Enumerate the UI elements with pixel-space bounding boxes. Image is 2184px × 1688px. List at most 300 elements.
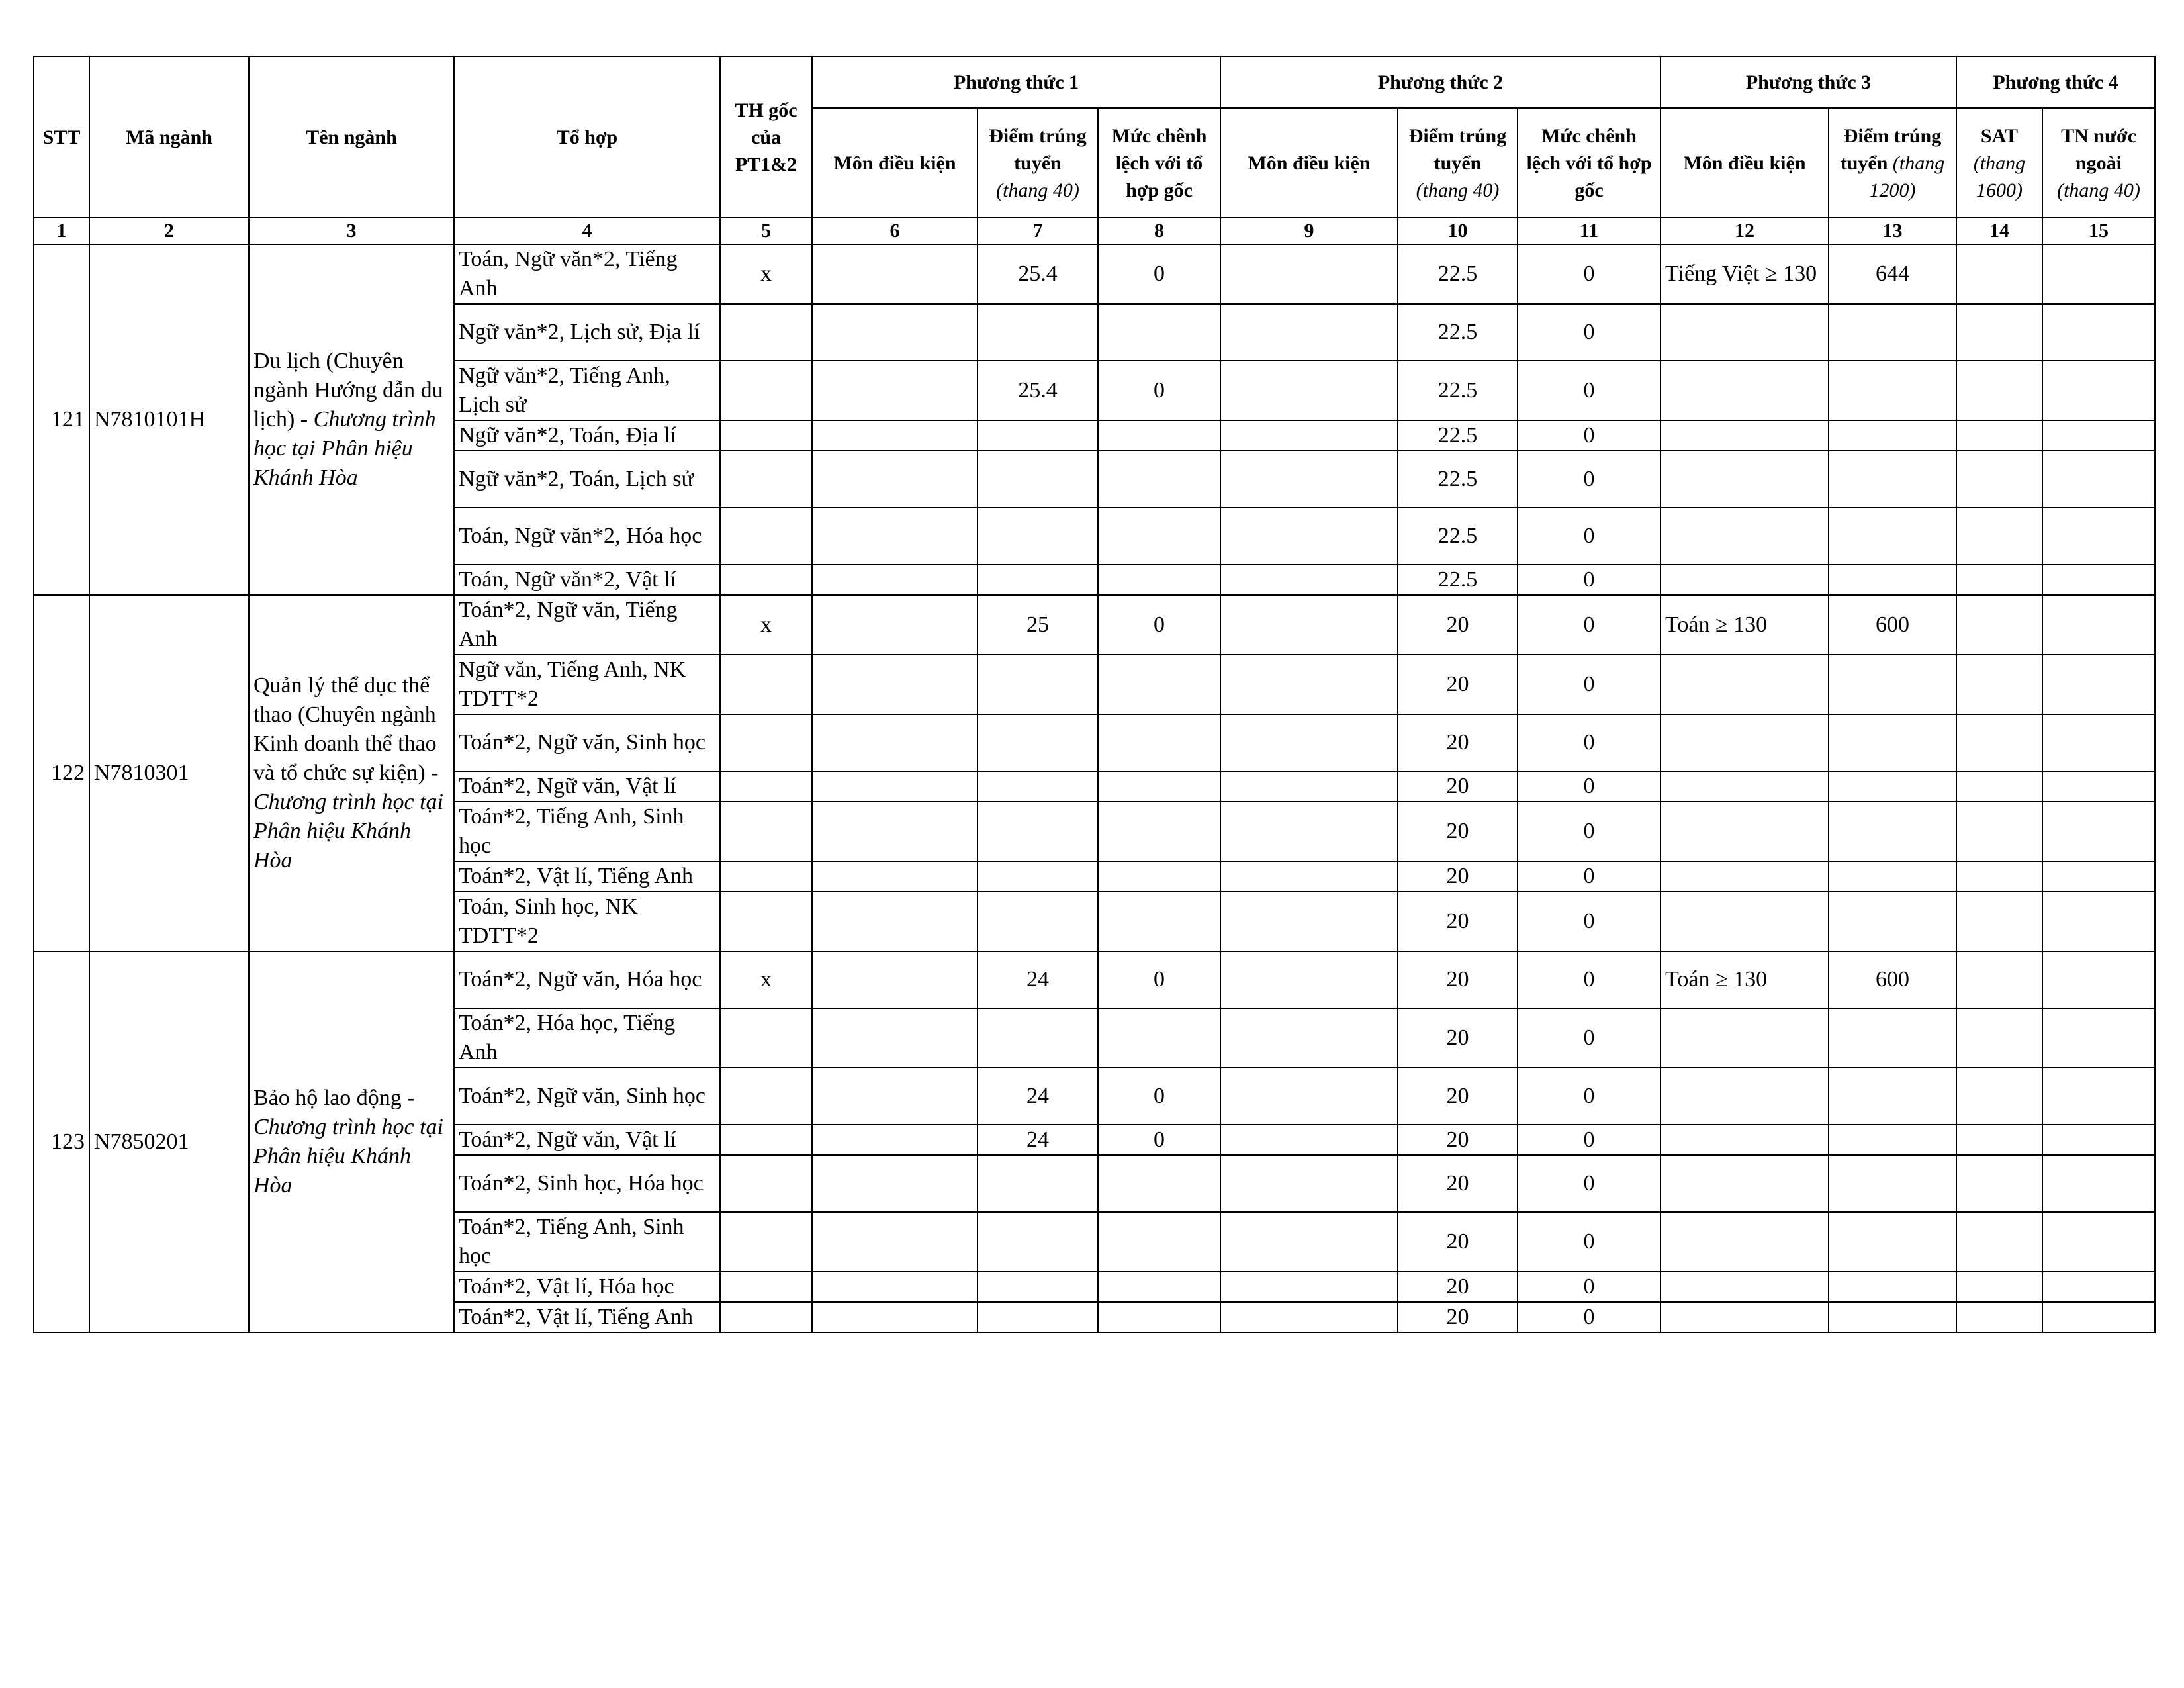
to-hop-cell: Toán*2, Ngữ văn, Vật lí <box>454 771 720 802</box>
pt2-mon-dieu-kien-cell <box>1220 420 1398 451</box>
pt3-mon-dieu-kien-cell <box>1661 655 1829 714</box>
sat-cell <box>1956 951 2042 1008</box>
sat-cell <box>1956 1212 2042 1272</box>
pt2-diem-cell: 20 <box>1398 892 1518 951</box>
sat-cell <box>1956 1068 2042 1125</box>
header-tn-scale: (thang 40) <box>2057 179 2140 201</box>
sat-cell <box>1956 1272 2042 1302</box>
pt2-chenh-lech-cell: 0 <box>1518 771 1661 802</box>
pt2-chenh-lech-cell: 0 <box>1518 1212 1661 1272</box>
pt3-diem-cell <box>1829 1008 1956 1068</box>
th-goc-cell <box>720 1125 812 1155</box>
pt3-diem-cell <box>1829 361 1956 420</box>
pt3-diem-cell <box>1829 655 1956 714</box>
sat-cell <box>1956 1155 2042 1212</box>
pt2-mon-dieu-kien-cell <box>1220 1302 1398 1333</box>
to-hop-cell: Toán*2, Tiếng Anh, Sinh học <box>454 1212 720 1272</box>
column-number: 12 <box>1661 218 1829 244</box>
pt3-mon-dieu-kien-cell <box>1661 771 1829 802</box>
pt1-chenh-lech-cell: 0 <box>1098 1068 1220 1125</box>
pt3-mon-dieu-kien-cell <box>1661 1068 1829 1125</box>
pt2-mon-dieu-kien-cell <box>1220 655 1398 714</box>
column-number: 1 <box>34 218 89 244</box>
pt3-mon-dieu-kien-cell <box>1661 361 1829 420</box>
pt2-chenh-lech-cell: 0 <box>1518 508 1661 565</box>
stt-cell: 121 <box>34 244 89 595</box>
header-pt3-diem-label: Điểm trúng tuyển <box>1840 124 1942 174</box>
pt2-diem-cell: 20 <box>1398 1125 1518 1155</box>
pt2-diem-cell: 20 <box>1398 1302 1518 1333</box>
pt2-diem-cell: 20 <box>1398 1212 1518 1272</box>
sat-cell <box>1956 771 2042 802</box>
header-sat-scale: (thang 1600) <box>1973 152 2026 201</box>
pt2-mon-dieu-kien-cell <box>1220 951 1398 1008</box>
ten-nganh-text: Du lịch (Chuyên ngành Hướng dẫn du lịch) - <box>253 349 443 432</box>
header-tn-nuoc-ngoai <box>2042 108 2155 218</box>
pt2-mon-dieu-kien-cell <box>1220 244 1398 304</box>
th-goc-cell: x <box>720 595 812 655</box>
pt2-mon-dieu-kien-cell <box>1220 1155 1398 1212</box>
pt1-mon-dieu-kien-cell <box>812 451 978 508</box>
pt2-chenh-lech-cell: 0 <box>1518 565 1661 595</box>
pt1-mon-dieu-kien-cell <box>812 420 978 451</box>
pt3-mon-dieu-kien-cell <box>1661 508 1829 565</box>
header-stt: STT <box>34 56 89 218</box>
sat-cell <box>1956 565 2042 595</box>
pt2-chenh-lech-cell: 0 <box>1518 420 1661 451</box>
stt-cell: 122 <box>34 595 89 951</box>
th-goc-cell <box>720 714 812 771</box>
pt1-chenh-lech-cell: 0 <box>1098 1125 1220 1155</box>
pt1-mon-dieu-kien-cell <box>812 802 978 861</box>
tn-nuoc-ngoai-cell <box>2042 892 2155 951</box>
header-th-goc: TH gốc của PT1&2 <box>720 56 812 218</box>
pt2-mon-dieu-kien-cell <box>1220 771 1398 802</box>
pt2-diem-cell: 22.5 <box>1398 451 1518 508</box>
table-row <box>34 595 2155 655</box>
pt1-chenh-lech-cell <box>1098 714 1220 771</box>
column-number: 15 <box>2042 218 2155 244</box>
pt1-chenh-lech-cell <box>1098 1212 1220 1272</box>
tn-nuoc-ngoai-cell <box>2042 861 2155 892</box>
pt3-diem-cell <box>1829 861 1956 892</box>
pt2-mon-dieu-kien-cell <box>1220 304 1398 361</box>
tn-nuoc-ngoai-cell <box>2042 802 2155 861</box>
sat-cell <box>1956 714 2042 771</box>
pt1-diem-cell <box>978 655 1098 714</box>
pt2-mon-dieu-kien-cell <box>1220 565 1398 595</box>
pt1-mon-dieu-kien-cell <box>812 1125 978 1155</box>
pt1-mon-dieu-kien-cell <box>812 892 978 951</box>
pt3-diem-cell <box>1829 304 1956 361</box>
tn-nuoc-ngoai-cell <box>2042 508 2155 565</box>
pt2-chenh-lech-cell: 0 <box>1518 1302 1661 1333</box>
pt1-chenh-lech-cell: 0 <box>1098 244 1220 304</box>
pt1-diem-cell: 25.4 <box>978 244 1098 304</box>
column-number: 2 <box>89 218 249 244</box>
to-hop-cell: Ngữ văn, Tiếng Anh, NK TDTT*2 <box>454 655 720 714</box>
column-number: 10 <box>1398 218 1518 244</box>
to-hop-cell: Ngữ văn*2, Toán, Lịch sử <box>454 451 720 508</box>
pt3-mon-dieu-kien-cell <box>1661 1125 1829 1155</box>
pt1-chenh-lech-cell: 0 <box>1098 595 1220 655</box>
pt2-mon-dieu-kien-cell <box>1220 1068 1398 1125</box>
pt3-diem-cell <box>1829 1068 1956 1125</box>
pt1-mon-dieu-kien-cell <box>812 1155 978 1212</box>
pt2-diem-cell: 20 <box>1398 951 1518 1008</box>
pt3-mon-dieu-kien-cell: Tiếng Việt ≥ 130 <box>1661 244 1829 304</box>
th-goc-cell <box>720 655 812 714</box>
tn-nuoc-ngoai-cell <box>2042 451 2155 508</box>
pt2-mon-dieu-kien-cell <box>1220 1212 1398 1272</box>
pt3-mon-dieu-kien-cell <box>1661 802 1829 861</box>
to-hop-cell: Ngữ văn*2, Toán, Địa lí <box>454 420 720 451</box>
pt1-mon-dieu-kien-cell <box>812 655 978 714</box>
header-pt3-mon-dieu-kien: Môn điều kiện <box>1661 108 1829 218</box>
pt1-diem-cell <box>978 420 1098 451</box>
pt2-diem-cell: 20 <box>1398 1068 1518 1125</box>
pt1-chenh-lech-cell <box>1098 420 1220 451</box>
pt3-diem-cell <box>1829 1125 1956 1155</box>
pt1-mon-dieu-kien-cell <box>812 714 978 771</box>
pt1-diem-cell <box>978 771 1098 802</box>
to-hop-cell: Toán*2, Ngữ văn, Sinh học <box>454 1068 720 1125</box>
pt1-chenh-lech-cell <box>1098 1272 1220 1302</box>
ma-nganh-cell: N7810301 <box>89 595 249 951</box>
pt2-diem-cell: 20 <box>1398 1155 1518 1212</box>
header-pt1-diem-trung-tuyen <box>978 108 1098 218</box>
pt2-diem-cell: 20 <box>1398 802 1518 861</box>
sat-cell <box>1956 244 2042 304</box>
ten-nganh-cell <box>249 951 454 1333</box>
tn-nuoc-ngoai-cell <box>2042 1008 2155 1068</box>
pt1-mon-dieu-kien-cell <box>812 1068 978 1125</box>
pt1-chenh-lech-cell <box>1098 565 1220 595</box>
pt3-diem-cell <box>1829 420 1956 451</box>
pt1-chenh-lech-cell <box>1098 1302 1220 1333</box>
column-number-row <box>34 218 2155 244</box>
pt2-mon-dieu-kien-cell <box>1220 892 1398 951</box>
pt2-chenh-lech-cell: 0 <box>1518 802 1661 861</box>
ten-nganh-cell <box>249 595 454 951</box>
pt2-chenh-lech-cell: 0 <box>1518 595 1661 655</box>
sat-cell <box>1956 1125 2042 1155</box>
table-body <box>34 244 2155 1333</box>
pt3-diem-cell <box>1829 771 1956 802</box>
pt1-chenh-lech-cell <box>1098 451 1220 508</box>
to-hop-cell: Toán*2, Ngữ văn, Tiếng Anh <box>454 595 720 655</box>
tn-nuoc-ngoai-cell <box>2042 1272 2155 1302</box>
tn-nuoc-ngoai-cell <box>2042 1212 2155 1272</box>
pt3-mon-dieu-kien-cell <box>1661 565 1829 595</box>
header-tn-label: TN nước ngoài <box>2061 124 2136 174</box>
sat-cell <box>1956 1008 2042 1068</box>
column-number: 11 <box>1518 218 1661 244</box>
pt2-diem-cell: 20 <box>1398 595 1518 655</box>
pt2-mon-dieu-kien-cell <box>1220 714 1398 771</box>
column-number: 6 <box>812 218 978 244</box>
pt2-mon-dieu-kien-cell <box>1220 861 1398 892</box>
ma-nganh-cell: N7810101H <box>89 244 249 595</box>
pt1-mon-dieu-kien-cell <box>812 951 978 1008</box>
pt1-diem-cell: 24 <box>978 1125 1098 1155</box>
pt2-diem-cell: 20 <box>1398 861 1518 892</box>
pt1-diem-cell <box>978 508 1098 565</box>
pt3-mon-dieu-kien-cell <box>1661 1212 1829 1272</box>
header-phuong-thuc-3: Phương thức 3 <box>1661 56 1956 108</box>
tn-nuoc-ngoai-cell <box>2042 771 2155 802</box>
to-hop-cell: Toán*2, Sinh học, Hóa học <box>454 1155 720 1212</box>
pt2-diem-cell: 20 <box>1398 1008 1518 1068</box>
to-hop-cell: Toán*2, Vật lí, Hóa học <box>454 1272 720 1302</box>
pt3-mon-dieu-kien-cell <box>1661 861 1829 892</box>
ten-nganh-campus: Chương trình học tại Phân hiệu Khánh Hòa <box>253 407 436 490</box>
ma-nganh-cell: N7850201 <box>89 951 249 1333</box>
header-to-hop: Tổ hợp <box>454 56 720 218</box>
table-row <box>34 951 2155 1008</box>
pt3-diem-cell <box>1829 1155 1956 1212</box>
pt1-diem-cell: 25.4 <box>978 361 1098 420</box>
th-goc-cell <box>720 565 812 595</box>
sat-cell <box>1956 802 2042 861</box>
header-sat <box>1956 108 2042 218</box>
sat-cell <box>1956 892 2042 951</box>
sat-cell <box>1956 655 2042 714</box>
tn-nuoc-ngoai-cell <box>2042 1125 2155 1155</box>
to-hop-cell: Toán, Sinh học, NK TDTT*2 <box>454 892 720 951</box>
pt3-mon-dieu-kien-cell <box>1661 304 1829 361</box>
tn-nuoc-ngoai-cell <box>2042 565 2155 595</box>
stt-cell: 123 <box>34 951 89 1333</box>
th-goc-cell: x <box>720 951 812 1008</box>
pt1-diem-cell <box>978 861 1098 892</box>
header-pt1-muc-chenh-lech: Mức chênh lệch với tổ hợp gốc <box>1098 108 1220 218</box>
ten-nganh-text: Bảo hộ lao động - <box>253 1086 415 1110</box>
header-pt1-mon-dieu-kien: Môn điều kiện <box>812 108 978 218</box>
pt1-diem-cell <box>978 304 1098 361</box>
to-hop-cell: Toán*2, Ngữ văn, Sinh học <box>454 714 720 771</box>
pt3-diem-cell <box>1829 565 1956 595</box>
pt3-diem-cell <box>1829 451 1956 508</box>
ten-nganh-campus: Chương trình học tại Phân hiệu Khánh Hòa <box>253 790 443 872</box>
pt1-diem-cell <box>978 1302 1098 1333</box>
pt1-diem-cell <box>978 714 1098 771</box>
ten-nganh-text: Quản lý thể dục thể thao (Chuyên ngành Kinh doanh thể thao và tổ chức sự kiện) - <box>253 673 439 785</box>
th-goc-cell <box>720 1008 812 1068</box>
pt2-chenh-lech-cell: 0 <box>1518 1155 1661 1212</box>
pt2-diem-cell: 22.5 <box>1398 361 1518 420</box>
pt1-chenh-lech-cell <box>1098 802 1220 861</box>
pt3-mon-dieu-kien-cell <box>1661 892 1829 951</box>
pt2-diem-cell: 22.5 <box>1398 508 1518 565</box>
pt2-chenh-lech-cell: 0 <box>1518 1068 1661 1125</box>
pt2-chenh-lech-cell: 0 <box>1518 304 1661 361</box>
pt3-diem-cell: 600 <box>1829 595 1956 655</box>
header-pt3-scale: (thang 1200) <box>1869 152 1945 201</box>
pt2-chenh-lech-cell: 0 <box>1518 361 1661 420</box>
th-goc-cell: x <box>720 244 812 304</box>
column-number: 8 <box>1098 218 1220 244</box>
header-ma-nganh: Mã ngành <box>89 56 249 218</box>
pt3-mon-dieu-kien-cell: Toán ≥ 130 <box>1661 595 1829 655</box>
pt1-mon-dieu-kien-cell <box>812 565 978 595</box>
tn-nuoc-ngoai-cell <box>2042 361 2155 420</box>
pt3-mon-dieu-kien-cell <box>1661 1272 1829 1302</box>
pt1-diem-cell <box>978 565 1098 595</box>
sat-cell <box>1956 1302 2042 1333</box>
pt1-diem-cell: 25 <box>978 595 1098 655</box>
sat-cell <box>1956 595 2042 655</box>
tn-nuoc-ngoai-cell <box>2042 1155 2155 1212</box>
th-goc-cell <box>720 771 812 802</box>
pt2-mon-dieu-kien-cell <box>1220 1125 1398 1155</box>
sat-cell <box>1956 861 2042 892</box>
header-phuong-thuc-2: Phương thức 2 <box>1220 56 1661 108</box>
th-goc-cell <box>720 861 812 892</box>
pt1-mon-dieu-kien-cell <box>812 861 978 892</box>
table-row <box>34 244 2155 304</box>
pt2-mon-dieu-kien-cell <box>1220 595 1398 655</box>
pt1-mon-dieu-kien-cell <box>812 304 978 361</box>
pt1-mon-dieu-kien-cell <box>812 771 978 802</box>
pt3-mon-dieu-kien-cell <box>1661 451 1829 508</box>
sat-cell <box>1956 451 2042 508</box>
pt2-chenh-lech-cell: 0 <box>1518 951 1661 1008</box>
pt1-mon-dieu-kien-cell <box>812 1212 978 1272</box>
pt1-mon-dieu-kien-cell <box>812 1008 978 1068</box>
sat-cell <box>1956 508 2042 565</box>
th-goc-cell <box>720 892 812 951</box>
pt3-diem-cell <box>1829 1272 1956 1302</box>
pt2-diem-cell: 22.5 <box>1398 565 1518 595</box>
column-number: 4 <box>454 218 720 244</box>
pt1-mon-dieu-kien-cell <box>812 1302 978 1333</box>
sat-cell <box>1956 361 2042 420</box>
pt1-chenh-lech-cell <box>1098 508 1220 565</box>
pt1-chenh-lech-cell <box>1098 771 1220 802</box>
tn-nuoc-ngoai-cell <box>2042 714 2155 771</box>
ten-nganh-cell <box>249 244 454 595</box>
sat-cell <box>1956 420 2042 451</box>
th-goc-cell <box>720 1272 812 1302</box>
pt1-chenh-lech-cell <box>1098 1008 1220 1068</box>
pt1-diem-cell: 24 <box>978 951 1098 1008</box>
tn-nuoc-ngoai-cell <box>2042 304 2155 361</box>
th-goc-cell <box>720 802 812 861</box>
pt1-mon-dieu-kien-cell <box>812 595 978 655</box>
pt2-chenh-lech-cell: 0 <box>1518 451 1661 508</box>
admission-score-table <box>33 56 2156 1333</box>
header-pt1-scale: (thang 40) <box>996 179 1079 201</box>
pt2-chenh-lech-cell: 0 <box>1518 714 1661 771</box>
to-hop-cell: Toán*2, Ngữ văn, Hóa học <box>454 951 720 1008</box>
pt1-diem-cell: 24 <box>978 1068 1098 1125</box>
pt1-diem-cell <box>978 1008 1098 1068</box>
pt3-diem-cell <box>1829 714 1956 771</box>
pt2-diem-cell: 20 <box>1398 655 1518 714</box>
pt3-diem-cell <box>1829 1302 1956 1333</box>
pt3-mon-dieu-kien-cell <box>1661 1302 1829 1333</box>
header-phuong-thuc-4: Phương thức 4 <box>1956 56 2155 108</box>
pt1-mon-dieu-kien-cell <box>812 244 978 304</box>
th-goc-cell <box>720 451 812 508</box>
tn-nuoc-ngoai-cell <box>2042 244 2155 304</box>
sat-cell <box>1956 304 2042 361</box>
pt2-mon-dieu-kien-cell <box>1220 1008 1398 1068</box>
column-number: 5 <box>720 218 812 244</box>
header-ten-nganh: Tên ngành <box>249 56 454 218</box>
pt1-diem-cell <box>978 1212 1098 1272</box>
pt3-diem-cell: 644 <box>1829 244 1956 304</box>
to-hop-cell: Toán*2, Ngữ văn, Vật lí <box>454 1125 720 1155</box>
column-number: 14 <box>1956 218 2042 244</box>
ten-nganh-campus: Chương trình học tại Phân hiệu Khánh Hòa <box>253 1115 443 1197</box>
pt1-chenh-lech-cell: 0 <box>1098 361 1220 420</box>
column-number: 7 <box>978 218 1098 244</box>
column-number: 3 <box>249 218 454 244</box>
header-phuong-thuc-1: Phương thức 1 <box>812 56 1220 108</box>
pt2-mon-dieu-kien-cell <box>1220 508 1398 565</box>
pt1-mon-dieu-kien-cell <box>812 1272 978 1302</box>
th-goc-cell <box>720 1212 812 1272</box>
pt1-diem-cell <box>978 892 1098 951</box>
pt3-diem-cell: 600 <box>1829 951 1956 1008</box>
pt2-chenh-lech-cell: 0 <box>1518 244 1661 304</box>
th-goc-cell <box>720 508 812 565</box>
pt2-chenh-lech-cell: 0 <box>1518 1272 1661 1302</box>
pt1-diem-cell <box>978 1272 1098 1302</box>
pt1-diem-cell <box>978 1155 1098 1212</box>
pt2-chenh-lech-cell: 0 <box>1518 655 1661 714</box>
pt1-mon-dieu-kien-cell <box>812 361 978 420</box>
header-pt3-diem-trung-tuyen <box>1829 108 1956 218</box>
to-hop-cell: Toán*2, Vật lí, Tiếng Anh <box>454 861 720 892</box>
pt3-mon-dieu-kien-cell <box>1661 420 1829 451</box>
pt1-chenh-lech-cell <box>1098 655 1220 714</box>
th-goc-cell <box>720 420 812 451</box>
th-goc-cell <box>720 1155 812 1212</box>
to-hop-cell: Toán*2, Vật lí, Tiếng Anh <box>454 1302 720 1333</box>
to-hop-cell: Ngữ văn*2, Tiếng Anh, Lịch sử <box>454 361 720 420</box>
to-hop-cell: Toán*2, Hóa học, Tiếng Anh <box>454 1008 720 1068</box>
pt1-chenh-lech-cell <box>1098 304 1220 361</box>
tn-nuoc-ngoai-cell <box>2042 1068 2155 1125</box>
pt2-diem-cell: 22.5 <box>1398 244 1518 304</box>
header-pt2-diem-trung-tuyen <box>1398 108 1518 218</box>
pt2-diem-cell: 22.5 <box>1398 420 1518 451</box>
pt2-chenh-lech-cell: 0 <box>1518 892 1661 951</box>
pt2-mon-dieu-kien-cell <box>1220 451 1398 508</box>
pt3-mon-dieu-kien-cell: Toán ≥ 130 <box>1661 951 1829 1008</box>
th-goc-cell <box>720 1302 812 1333</box>
column-number: 13 <box>1829 218 1956 244</box>
header-pt2-scale: (thang 40) <box>1416 179 1500 201</box>
pt3-mon-dieu-kien-cell <box>1661 1155 1829 1212</box>
to-hop-cell: Toán, Ngữ văn*2, Vật lí <box>454 565 720 595</box>
header-pt1-diem-label: Điểm trúng tuyển <box>989 124 1087 174</box>
header-pt2-mon-dieu-kien: Môn điều kiện <box>1220 108 1398 218</box>
tn-nuoc-ngoai-cell <box>2042 951 2155 1008</box>
header-sat-label: SAT <box>1980 124 2019 147</box>
pt3-diem-cell <box>1829 1212 1956 1272</box>
tn-nuoc-ngoai-cell <box>2042 1302 2155 1333</box>
pt2-diem-cell: 20 <box>1398 771 1518 802</box>
pt3-diem-cell <box>1829 892 1956 951</box>
pt2-chenh-lech-cell: 0 <box>1518 1008 1661 1068</box>
pt3-diem-cell <box>1829 508 1956 565</box>
pt1-chenh-lech-cell <box>1098 1155 1220 1212</box>
th-goc-cell <box>720 361 812 420</box>
